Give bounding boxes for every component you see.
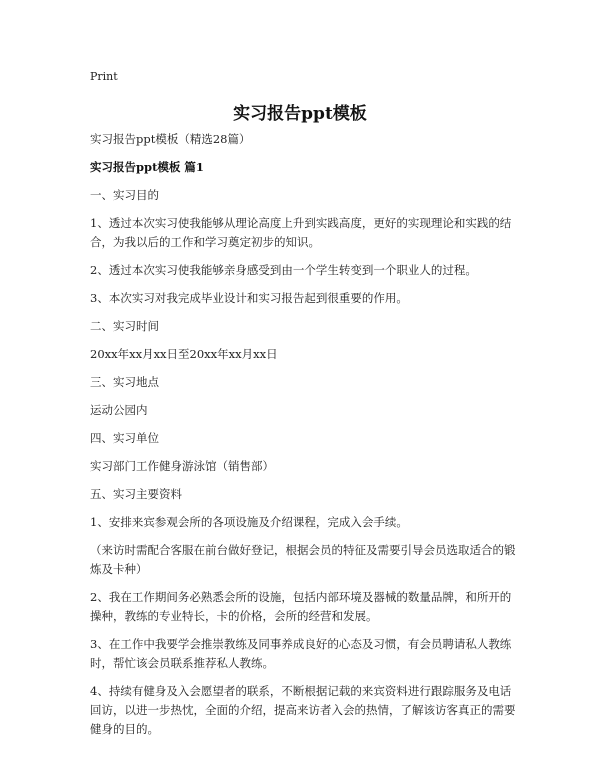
paragraph: 3、在工作中我要学会推崇教练及同事养成良好的心态及习惯，有会员聘请私人教练时，帮忙该会员联系推荐私人教练。 — [90, 637, 512, 670]
document-body — [90, 130, 520, 748]
paragraph: 3、本次实习对我完成毕业设计和实习报告起到很重要的作用。 — [90, 291, 408, 305]
paragraph: 二、实习时间 — [90, 319, 159, 333]
paragraph: 实习报告ppt模板（精选28篇） — [90, 132, 251, 146]
paragraph: 2、我在工作期间务必熟悉会所的设施，包括内部环境及器械的数量品牌，和所开的操种，教练的专业特长，卡的价格，会所的经营和发展。 — [90, 590, 512, 623]
paragraph: 1、安排来宾参观会所的各项设施及介绍课程，完成入会手续。 — [90, 515, 408, 529]
paragraph: 一、实习目的 — [90, 188, 159, 202]
paragraph: 实习部门工作健身游泳馆（销售部） — [90, 459, 274, 473]
paragraph: 1、透过本次实习使我能够从理论高度上升到实践高度，更好的实现理论和实践的结合，为我以后的工作和学习奠定初步的知识。 — [90, 216, 512, 249]
paragraph: 20xx年xx月xx日至20xx年xx月xx日 — [90, 347, 278, 361]
paragraph: 四、实习单位 — [90, 431, 159, 445]
print-link[interactable]: Print — [90, 70, 118, 83]
paragraph: 五、实习主要资料 — [90, 487, 182, 501]
paragraph: 运动公园内 — [90, 403, 148, 417]
paragraph: 三、实习地点 — [90, 375, 159, 389]
section-heading: 实习报告ppt模板 篇1 — [90, 160, 204, 174]
paragraph: 4、持续有健身及入会愿望者的联系，不断根据记载的来宾资料进行跟踪服务及电话回访，以进一步热忱，全面的介绍，提高来访者入会的热情，了解该访客真正的需要健身的目的。 — [90, 684, 516, 736]
paragraph: 2、透过本次实习使我能够亲身感受到由一个学生转变到一个职业人的过程。 — [90, 263, 477, 277]
paragraph: （来访时需配合客服在前台做好登记，根据会员的特征及需要引导会员选取适合的锻炼及卡种） — [90, 543, 516, 576]
document-title: 实习报告ppt模板 — [233, 104, 367, 124]
